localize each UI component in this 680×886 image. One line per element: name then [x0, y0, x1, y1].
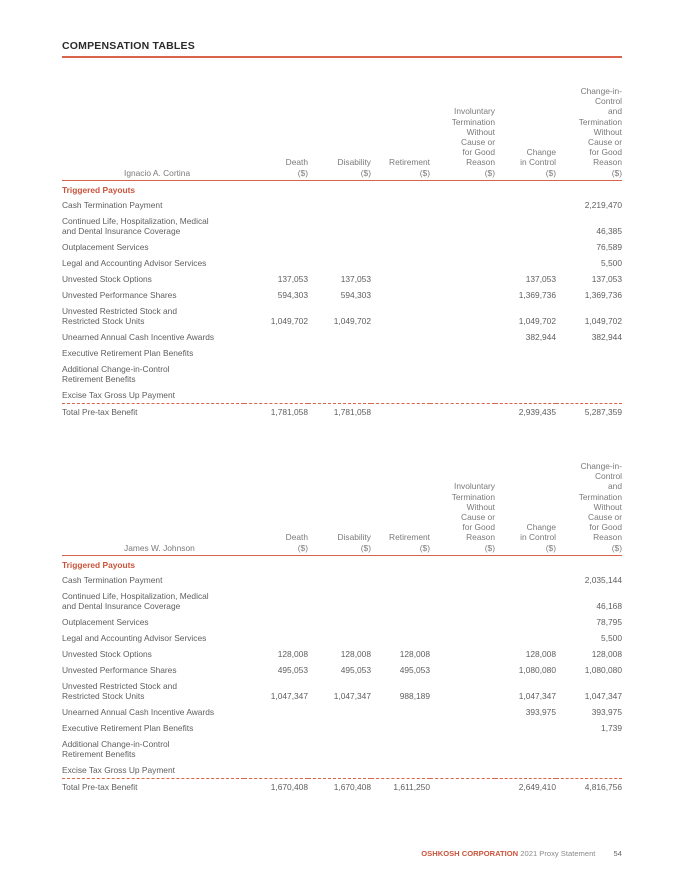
cell-value — [371, 271, 430, 287]
cell-value — [430, 255, 495, 271]
cell-value — [308, 572, 371, 588]
cell-value: 382,944 — [525, 331, 556, 342]
total-value: 2,649,410 — [518, 782, 556, 793]
row-label: Continued Life, Hospitalization, Medical and Dental Insurance Coverage — [62, 215, 209, 237]
cell-value — [495, 197, 556, 213]
cell-value — [244, 239, 308, 255]
table-row — [62, 287, 622, 303]
cell-value — [495, 736, 556, 762]
cell-value — [495, 239, 556, 255]
table-row — [62, 197, 622, 213]
cell-value: 1,047,347 — [584, 691, 622, 702]
table-row — [62, 588, 622, 614]
table-row — [62, 662, 622, 678]
cell-value: 5,500 — [601, 632, 622, 643]
cell-value: 128,008 — [277, 648, 308, 659]
row-label: Unearned Annual Cash Incentive Awards — [62, 331, 215, 342]
row-label: Additional Change-in-Control Retirement Benefits — [62, 738, 170, 760]
cell-value — [556, 361, 622, 387]
cell-value — [308, 361, 371, 387]
row-label: Continued Life, Hospitalization, Medical and Dental Insurance Coverage — [62, 590, 209, 612]
cell-value — [430, 271, 495, 287]
cell-value: 137,053 — [340, 273, 371, 284]
triggered-payouts-heading: Triggered Payouts — [62, 559, 136, 570]
total-value: 1,670,408 — [270, 782, 308, 793]
cell-value: 1,369,736 — [518, 289, 556, 300]
cell-value — [495, 630, 556, 646]
cell-value — [430, 239, 495, 255]
cell-value: 1,739 — [601, 722, 622, 733]
column-header: Change-in- Control and Termination Without Cause or for Good Reason ($) — [578, 86, 622, 178]
footer-brand: OSHKOSH CORPORATION — [421, 849, 519, 858]
row-label: Outplacement Services — [62, 617, 149, 628]
total-value: 4,816,756 — [584, 782, 622, 793]
cell-value — [430, 329, 495, 345]
table-row — [62, 646, 622, 662]
cell-value — [244, 588, 308, 614]
row-label: Unvested Restricted Stock and Restricted Stock Units — [62, 680, 177, 702]
cell-value — [430, 720, 495, 736]
cell-value — [430, 614, 495, 630]
table-row — [62, 736, 622, 762]
cell-value: 1,080,080 — [518, 664, 556, 675]
cell-value: 393,975 — [525, 706, 556, 717]
cell-value — [244, 736, 308, 762]
cell-value — [371, 197, 430, 213]
total-label: Total Pre-tax Benefit — [62, 407, 138, 418]
cell-value: 78,795 — [596, 617, 622, 628]
cell-value: 128,008 — [399, 648, 430, 659]
cell-value: 1,049,702 — [584, 316, 622, 327]
cell-value — [371, 572, 430, 588]
cell-value — [430, 387, 495, 403]
cell-value: 382,944 — [591, 331, 622, 342]
cell-value — [495, 762, 556, 778]
cell-value: 137,053 — [525, 273, 556, 284]
table-row — [62, 762, 622, 778]
cell-value — [308, 197, 371, 213]
cell-value — [371, 588, 430, 614]
cell-value — [308, 588, 371, 614]
row-label: Excise Tax Gross Up Payment — [62, 390, 175, 401]
table-row — [62, 239, 622, 255]
cell-value — [308, 704, 371, 720]
row-label: Unvested Stock Options — [62, 273, 152, 284]
cell-value — [308, 329, 371, 345]
table-row — [62, 720, 622, 736]
cell-value — [495, 387, 556, 403]
cell-value: 1,047,347 — [518, 691, 556, 702]
table-row — [62, 329, 622, 345]
cell-value — [430, 197, 495, 213]
cell-value — [430, 704, 495, 720]
severance-table-johnson — [62, 461, 622, 793]
cell-value: 988,189 — [399, 691, 430, 702]
table-row — [62, 614, 622, 630]
cell-value — [495, 345, 556, 361]
cell-value — [430, 588, 495, 614]
cell-value — [556, 345, 622, 361]
total-value: 2,939,435 — [518, 407, 556, 418]
cell-value: 594,303 — [277, 289, 308, 300]
cell-value — [495, 572, 556, 588]
cell-value — [430, 678, 495, 704]
table-row — [62, 271, 622, 287]
cell-value — [308, 239, 371, 255]
row-label: Additional Change-in-Control Retirement Benefits — [62, 363, 170, 385]
table-row — [62, 572, 622, 588]
cell-value — [430, 572, 495, 588]
column-header: Death ($) — [285, 532, 308, 553]
cell-value — [244, 762, 308, 778]
cell-value — [371, 213, 430, 239]
header-row — [62, 86, 622, 180]
column-header: Involuntary Termination Without Cause or for Good Reason ($) — [451, 106, 495, 178]
cell-value — [244, 329, 308, 345]
cell-value — [430, 361, 495, 387]
cell-value — [244, 345, 308, 361]
title-rule — [62, 56, 622, 58]
cell-value — [430, 345, 495, 361]
cell-value: 5,500 — [601, 257, 622, 268]
cell-value — [244, 213, 308, 239]
cell-value — [371, 387, 430, 403]
cell-value — [371, 287, 430, 303]
cell-value: 46,385 — [596, 226, 622, 237]
cell-value — [371, 361, 430, 387]
row-label: Executive Retirement Plan Benefits — [62, 347, 194, 358]
cell-value — [308, 762, 371, 778]
row-label: Outplacement Services — [62, 242, 149, 253]
column-header: Change in Control ($) — [520, 522, 556, 553]
cell-value — [308, 255, 371, 271]
cell-value — [244, 720, 308, 736]
cell-value — [371, 762, 430, 778]
subheading-row — [62, 180, 622, 197]
cell-value — [495, 614, 556, 630]
footer-doc-title: 2021 Proxy Statement — [520, 849, 596, 858]
row-label: Unvested Restricted Stock and Restricted Stock Units — [62, 305, 177, 327]
row-label: Executive Retirement Plan Benefits — [62, 722, 194, 733]
row-label: Legal and Accounting Advisor Services — [62, 257, 207, 268]
row-label: Legal and Accounting Advisor Services — [62, 632, 207, 643]
total-row — [62, 779, 622, 794]
cell-value: 495,053 — [399, 664, 430, 675]
table-row — [62, 303, 622, 329]
cell-value — [308, 720, 371, 736]
cell-value: 1,080,080 — [584, 664, 622, 675]
cell-value — [308, 736, 371, 762]
table-row — [62, 704, 622, 720]
cell-value — [371, 720, 430, 736]
cell-value: 137,053 — [277, 273, 308, 284]
cell-value: 128,008 — [525, 648, 556, 659]
row-label: Unvested Performance Shares — [62, 289, 177, 300]
total-row — [62, 404, 622, 419]
table-row — [62, 345, 622, 361]
cell-value — [430, 662, 495, 678]
cell-value — [308, 614, 371, 630]
cell-value — [430, 213, 495, 239]
table-row — [62, 630, 622, 646]
cell-value — [495, 720, 556, 736]
cell-value — [244, 361, 308, 387]
cell-value: 128,008 — [591, 648, 622, 659]
row-label: Cash Termination Payment — [62, 574, 163, 585]
cell-value — [495, 361, 556, 387]
page-number: 54 — [613, 849, 622, 858]
cell-value: 1,047,347 — [333, 691, 371, 702]
column-header: Change-in- Control and Termination Without Cause or for Good Reason ($) — [578, 461, 622, 553]
cell-value — [495, 255, 556, 271]
cell-value: 594,303 — [340, 289, 371, 300]
cell-value — [430, 762, 495, 778]
cell-value — [371, 255, 430, 271]
cell-value — [556, 736, 622, 762]
cell-value — [371, 303, 430, 329]
table-row — [62, 678, 622, 704]
column-header: Retirement ($) — [389, 157, 430, 178]
column-header: Disability ($) — [337, 157, 371, 178]
cell-value — [244, 630, 308, 646]
executive-name: James W. Johnson — [124, 542, 195, 553]
cell-value — [371, 329, 430, 345]
row-label: Cash Termination Payment — [62, 199, 163, 210]
cell-value — [430, 303, 495, 329]
cell-value — [430, 630, 495, 646]
cell-value — [371, 345, 430, 361]
cell-value — [371, 704, 430, 720]
total-value: 5,287,359 — [584, 407, 622, 418]
cell-value — [556, 762, 622, 778]
cell-value: 393,975 — [591, 706, 622, 717]
cell-value — [495, 588, 556, 614]
column-header: Retirement ($) — [389, 532, 430, 553]
cell-value — [308, 345, 371, 361]
cell-value: 2,035,144 — [584, 574, 622, 585]
total-label: Total Pre-tax Benefit — [62, 782, 138, 793]
cell-value — [371, 239, 430, 255]
section-title: COMPENSATION TABLES — [62, 40, 195, 52]
cell-value — [308, 630, 371, 646]
table-row — [62, 361, 622, 387]
cell-value: 2,219,470 — [584, 199, 622, 210]
cell-value — [244, 572, 308, 588]
row-label: Unvested Stock Options — [62, 648, 152, 659]
cell-value: 1,047,347 — [270, 691, 308, 702]
cell-value — [308, 387, 371, 403]
cell-value: 137,053 — [591, 273, 622, 284]
row-label: Unearned Annual Cash Incentive Awards — [62, 706, 215, 717]
triggered-payouts-heading: Triggered Payouts — [62, 184, 136, 195]
total-value: 1,611,250 — [393, 782, 430, 793]
cell-value — [308, 213, 371, 239]
row-label: Excise Tax Gross Up Payment — [62, 765, 175, 776]
cell-value — [244, 197, 308, 213]
total-value — [371, 404, 430, 419]
cell-value — [430, 736, 495, 762]
cell-value — [430, 287, 495, 303]
cell-value: 46,168 — [596, 601, 622, 612]
cell-value: 495,053 — [277, 664, 308, 675]
total-value — [430, 779, 495, 794]
table-row — [62, 213, 622, 239]
cell-value: 1,049,702 — [518, 316, 556, 327]
cell-value — [371, 614, 430, 630]
column-header: Change in Control ($) — [520, 147, 556, 178]
cell-value: 1,049,702 — [270, 316, 308, 327]
cell-value — [495, 213, 556, 239]
cell-value — [371, 736, 430, 762]
column-header: Death ($) — [285, 157, 308, 178]
cell-value — [430, 646, 495, 662]
cell-value: 495,053 — [340, 664, 371, 675]
cell-value: 76,589 — [596, 242, 622, 253]
column-header: Disability ($) — [337, 532, 371, 553]
header-row — [62, 461, 622, 555]
cell-value — [244, 614, 308, 630]
cell-value: 128,008 — [340, 648, 371, 659]
cell-value — [556, 387, 622, 403]
row-label: Unvested Performance Shares — [62, 664, 177, 675]
total-value: 1,781,058 — [270, 407, 308, 418]
cell-value — [244, 387, 308, 403]
subheading-row — [62, 555, 622, 572]
cell-value — [371, 630, 430, 646]
cell-value: 1,369,736 — [584, 289, 622, 300]
cell-value: 1,049,702 — [333, 316, 371, 327]
page-footer — [421, 849, 622, 858]
total-value: 1,781,058 — [333, 407, 371, 418]
cell-value — [244, 255, 308, 271]
column-header: Involuntary Termination Without Cause or for Good Reason ($) — [451, 481, 495, 553]
severance-table-cortina — [62, 86, 622, 418]
table-row — [62, 255, 622, 271]
total-value: 1,670,408 — [333, 782, 371, 793]
executive-name: Ignacio A. Cortina — [124, 167, 191, 178]
cell-value — [244, 704, 308, 720]
table-row — [62, 387, 622, 403]
total-value — [430, 404, 495, 419]
